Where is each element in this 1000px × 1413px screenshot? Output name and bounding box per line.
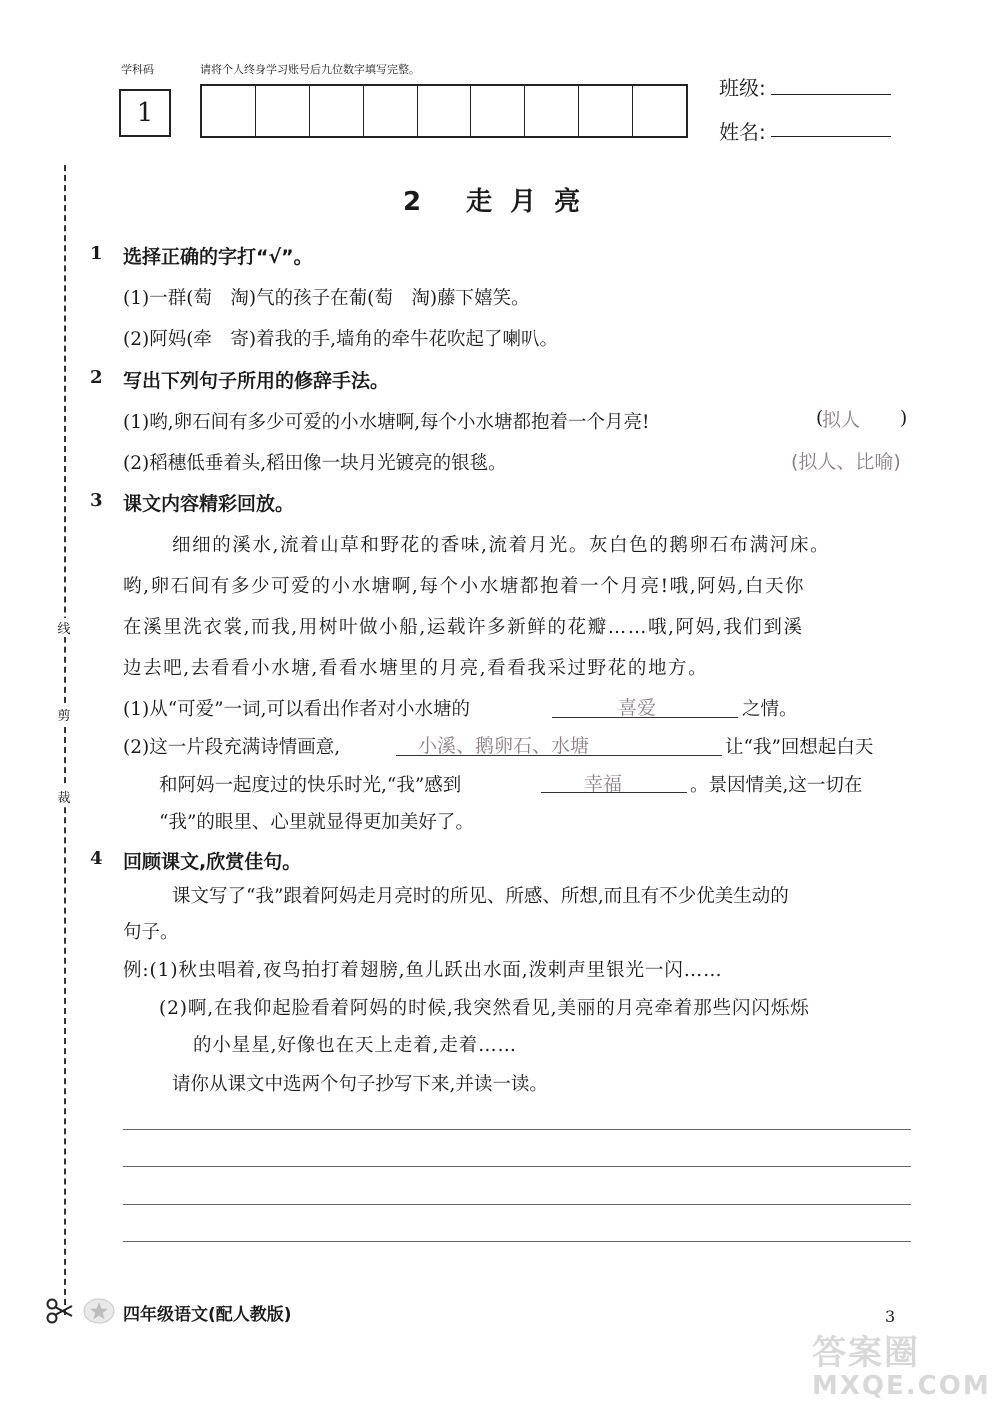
book-title: 四年级语文(配人教版) bbox=[123, 1305, 292, 1325]
account-digit-boxes[interactable] bbox=[200, 84, 688, 138]
q3-sub2-prompt: (2)这一片段充满诗情画意, bbox=[123, 737, 341, 758]
digit-cell[interactable] bbox=[471, 86, 525, 136]
q1-title: 选择正确的字打“√”。 bbox=[123, 246, 313, 268]
page-title: 2 走月亮 bbox=[403, 187, 599, 217]
q3-sub1-suffix: 之情。 bbox=[742, 699, 798, 720]
digit-cell[interactable] bbox=[525, 86, 579, 136]
q2-paren-close: ) bbox=[900, 408, 908, 429]
cut-mark-cut: 剪 bbox=[56, 705, 72, 724]
answer-writing-line[interactable] bbox=[123, 1129, 911, 1130]
q1-number: 1 bbox=[90, 243, 103, 264]
q2-item-2: (2)稻穗低垂着头,稻田像一块月光镀亮的银毯。 bbox=[123, 453, 507, 474]
digit-cell[interactable] bbox=[364, 86, 418, 136]
scissors-icon bbox=[45, 1296, 75, 1326]
q3-sub2-answer-2: 幸福 bbox=[584, 773, 623, 795]
q3-number: 3 bbox=[90, 490, 103, 511]
digit-cell[interactable] bbox=[202, 86, 256, 136]
q2-answer-2: (拟人、比喻) bbox=[791, 451, 901, 473]
digit-cell[interactable] bbox=[579, 86, 633, 136]
q3-sub2-line2-suffix: 。景因情美,这一切在 bbox=[690, 775, 863, 796]
subject-code-label: 学科码 bbox=[121, 63, 154, 76]
answer-writing-line[interactable] bbox=[123, 1166, 911, 1167]
q2-title: 写出下列句子所用的修辞手法。 bbox=[123, 370, 390, 392]
page-number: 3 bbox=[885, 1307, 896, 1326]
q3-sub2-suffix: 让“我”回想起白天 bbox=[725, 737, 874, 758]
q3-sub2-answer: 小溪、鹅卵石、水塘 bbox=[418, 735, 590, 757]
q3-sub2-line3: “我”的眼里、心里就显得更加美好了。 bbox=[159, 812, 474, 833]
watermark-logo: 答案圈 bbox=[812, 1333, 920, 1373]
digit-cell[interactable] bbox=[310, 86, 364, 136]
q4-intro-2: 句子。 bbox=[123, 922, 179, 943]
answer-writing-line[interactable] bbox=[123, 1204, 911, 1205]
q2-paren-open: ( bbox=[816, 408, 824, 429]
q3-passage-line: 哟,卵石间有多少可爱的小水塘啊,每个小水塘都抱着一个月亮!哦,阿妈,白天你 bbox=[123, 576, 806, 597]
cut-mark-line: 线 bbox=[56, 618, 72, 637]
q4-number: 4 bbox=[90, 848, 103, 869]
name-field[interactable] bbox=[771, 136, 891, 137]
star-badge-icon bbox=[82, 1296, 116, 1326]
subject-code-box: 1 bbox=[119, 89, 171, 137]
cut-mark-trim: 裁 bbox=[56, 787, 72, 806]
q3-passage-line: 边去吧,去看看小水塘,看看水塘里的月亮,看看我采过野花的地方。 bbox=[123, 658, 709, 679]
q4-example-2: (2)啊,在我仰起脸看着阿妈的时候,我突然看见,美丽的月亮牵着那些闪闪烁烁 bbox=[159, 998, 810, 1019]
cut-line bbox=[64, 165, 66, 1315]
q4-example-2-cont: 的小星星,好像也在天上走着,走着…… bbox=[193, 1035, 517, 1056]
digit-cell[interactable] bbox=[633, 86, 686, 136]
q4-title: 回顾课文,欣赏佳句。 bbox=[123, 851, 302, 873]
watermark-text: MXQE.COM bbox=[812, 1371, 991, 1401]
q3-title: 课文内容精彩回放。 bbox=[123, 493, 295, 515]
q3-passage-line: 在溪里洗衣裳,而我,用树叶做小船,运载许多新鲜的花瓣……哦,阿妈,我们到溪 bbox=[123, 617, 804, 638]
digit-cell[interactable] bbox=[256, 86, 310, 136]
q3-passage-line: 细细的溪水,流着山草和野花的香味,流着月光。灰白色的鹅卵石布满河床。 bbox=[172, 535, 831, 556]
q3-sub2-line2: 和阿妈一起度过的快乐时光,“我”感到 bbox=[159, 775, 462, 796]
class-field[interactable] bbox=[771, 94, 891, 95]
account-instruction: 请将个人终身学习账号后九位数字填写完整。 bbox=[200, 63, 420, 76]
q2-answer-1: 拟人 bbox=[822, 409, 861, 431]
q4-task: 请你从课文中选两个句子抄写下来,并读一读。 bbox=[172, 1074, 548, 1095]
digit-cell[interactable] bbox=[418, 86, 472, 136]
q2-number: 2 bbox=[90, 367, 103, 388]
q3-sub1-answer: 喜爱 bbox=[618, 697, 657, 719]
name-label: 姓名: bbox=[719, 120, 766, 144]
q1-item-2: (2)阿妈(牵 寄)着我的手,墙角的牵牛花吹起了喇叭。 bbox=[123, 329, 559, 350]
q1-item-1: (1)一群(萄 淘)气的孩子在葡(萄 淘)藤下嬉笑。 bbox=[123, 288, 530, 309]
q3-sub1-prompt: (1)从“可爱”一词,可以看出作者对小水塘的 bbox=[123, 699, 471, 720]
q4-example-1: 例:(1)秋虫唱着,夜鸟拍打着翅膀,鱼儿跃出水面,泼剌声里银光一闪…… bbox=[123, 960, 723, 981]
class-label: 班级: bbox=[719, 76, 766, 100]
q4-intro-1: 课文写了“我”跟着阿妈走月亮时的所见、所感、所想,而且有不少优美生动的 bbox=[172, 886, 789, 907]
answer-writing-line[interactable] bbox=[123, 1241, 911, 1242]
q2-item-1: (1)哟,卵石间有多少可爱的小水塘啊,每个小水塘都抱着一个月亮! bbox=[123, 412, 650, 433]
